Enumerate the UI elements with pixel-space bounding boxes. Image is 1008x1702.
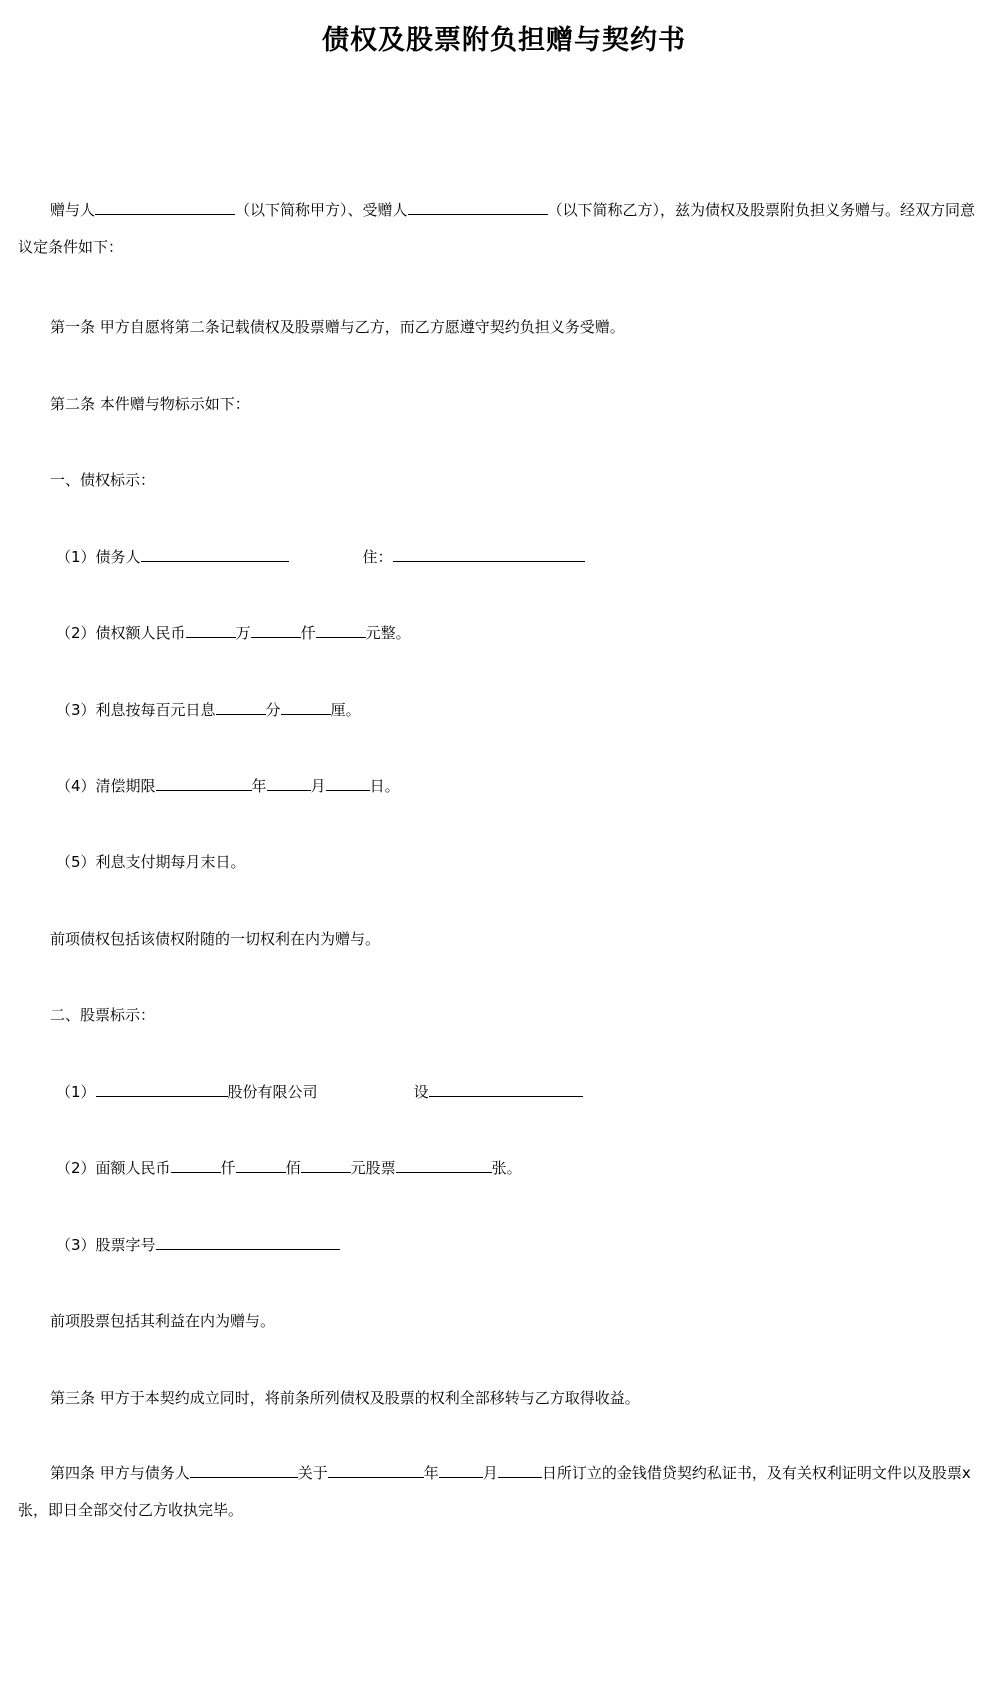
interest-payment-line: （5）利息支付期每月末日。 [56, 853, 246, 871]
company-name-blank[interactable] [96, 1078, 228, 1097]
debtor-name-blank[interactable] [190, 1459, 298, 1478]
face-bai-blank[interactable] [236, 1154, 286, 1173]
article-1: 第一条 甲方自愿将第二条记载债权及股票赠与乙方，而乙方愿遵守契约负担义务受赠。 [50, 318, 625, 336]
share-number-line: （3）股票字号 [18, 1227, 1008, 1263]
claim-amount-line: （2）债权额人民币 万 仟 元整。 [18, 615, 1008, 651]
intro-paragraph: 赠与人 （以下简称甲方）、受赠人 （以下简称乙方），兹为债权及股票附负担义务赠与。经双方同意议定条件如下： [18, 192, 990, 266]
stock-note: 前项股票包括其利益在内为赠与。 [50, 1312, 276, 1330]
article-4: 第四条 甲方与债务人 关于 年 月 日所订立的金钱借贷契约私证书，及有关权利证明文件以及股票x张，即日全部交付乙方收执完毕。 [18, 1455, 990, 1529]
share-count-blank[interactable] [396, 1154, 492, 1173]
debtor-line: （1）债务人 住： [18, 539, 1008, 575]
face-qian-blank[interactable] [171, 1154, 221, 1173]
interest-fen-blank[interactable] [216, 696, 266, 715]
face-value-line: （2）面额人民币 仟 佰 元股票 张。 [18, 1150, 1008, 1186]
term-year-blank[interactable] [156, 772, 252, 791]
repayment-term-line: （4）清偿期限 年 月 日。 [18, 768, 1008, 804]
donor-blank[interactable] [95, 196, 235, 215]
article-3: 第三条 甲方于本契约成立同时，将前条所列债权及股票的权利全部移转与乙方取得收益。 [50, 1389, 640, 1407]
debtor-address-blank[interactable] [393, 543, 585, 562]
contract-day-blank[interactable] [498, 1459, 542, 1478]
debtor-blank[interactable] [141, 543, 289, 562]
term-day-blank[interactable] [326, 772, 370, 791]
section-2-heading: 二、股票标示： [50, 1006, 156, 1024]
contract-year-blank[interactable] [328, 1459, 424, 1478]
document-title: 债权及股票附负担赠与契约书 [322, 25, 686, 56]
amount-wan-blank[interactable] [186, 619, 236, 638]
face-yuan-blank[interactable] [301, 1154, 351, 1173]
interest-line: （3）利息按每百元日息 分 厘。 [18, 692, 1008, 728]
section-1-heading: 一、债权标示： [50, 471, 156, 489]
donee-blank[interactable] [408, 196, 548, 215]
share-number-blank[interactable] [156, 1231, 340, 1250]
amount-yuan-blank[interactable] [316, 619, 366, 638]
contract-month-blank[interactable] [439, 1459, 483, 1478]
claim-note: 前项债权包括该债权附随的一切权利在内为赠与。 [50, 930, 381, 948]
company-line: （1） 股份有限公司 设 [18, 1074, 1008, 1110]
amount-qian-blank[interactable] [251, 619, 301, 638]
interest-li-blank[interactable] [281, 696, 331, 715]
company-location-blank[interactable] [429, 1078, 583, 1097]
term-month-blank[interactable] [267, 772, 311, 791]
article-2: 第二条 本件赠与物标示如下： [50, 395, 250, 413]
